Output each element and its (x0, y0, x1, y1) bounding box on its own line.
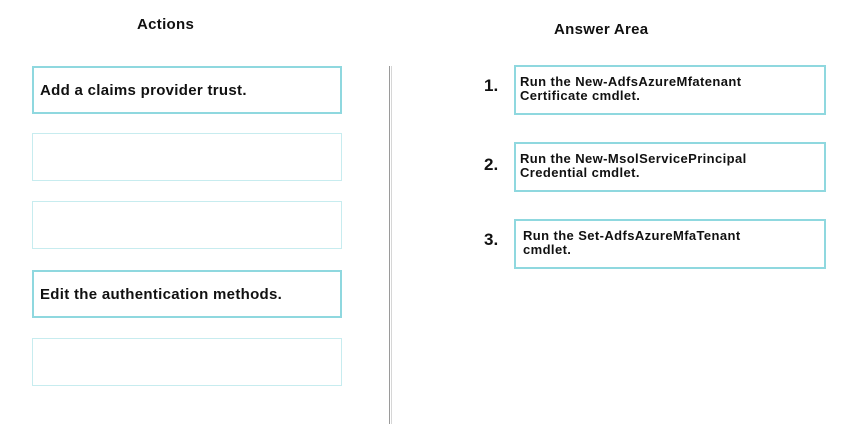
panel-divider (389, 66, 390, 424)
action-item-label: Add a claims provider trust. (40, 81, 247, 99)
action-item-label: Edit the authentication methods. (40, 285, 283, 303)
answer-item-line: Credential cmdlet. (520, 165, 640, 180)
action-slot-empty[interactable] (32, 133, 342, 181)
answer-item-line: Certificate cmdlet. (520, 88, 641, 103)
answer-step-number: 1. (484, 76, 499, 95)
answer-item-new-msolserviceprincipal-credential[interactable] (514, 142, 826, 192)
actions-heading: Actions (137, 16, 195, 33)
action-slot-empty[interactable] (32, 338, 342, 386)
action-item-add-claims-provider-trust[interactable] (32, 66, 342, 114)
answer-item-line: Run the Set-AdfsAzureMfaTenant (523, 228, 741, 243)
answer-item-new-adfsazuremfatenant-certificate[interactable] (514, 65, 826, 115)
answer-item-line: Run the New-MsolServicePrincipal (520, 151, 747, 166)
answer-area-heading: Answer Area (554, 21, 649, 38)
answer-item-line: cmdlet. (523, 242, 572, 257)
answer-step-number: 2. (484, 155, 499, 174)
answer-row-1 (484, 65, 829, 115)
answer-item-set-adfsazuremfatenant[interactable] (514, 219, 826, 269)
answer-item-line: Run the New-AdfsAzureMfatenant (520, 74, 742, 89)
answer-row-3 (484, 219, 829, 269)
answer-step-number: 3. (484, 230, 499, 249)
action-slot-empty[interactable] (32, 201, 342, 249)
action-item-edit-authentication-methods[interactable] (32, 270, 342, 318)
answer-row-2 (484, 142, 829, 192)
